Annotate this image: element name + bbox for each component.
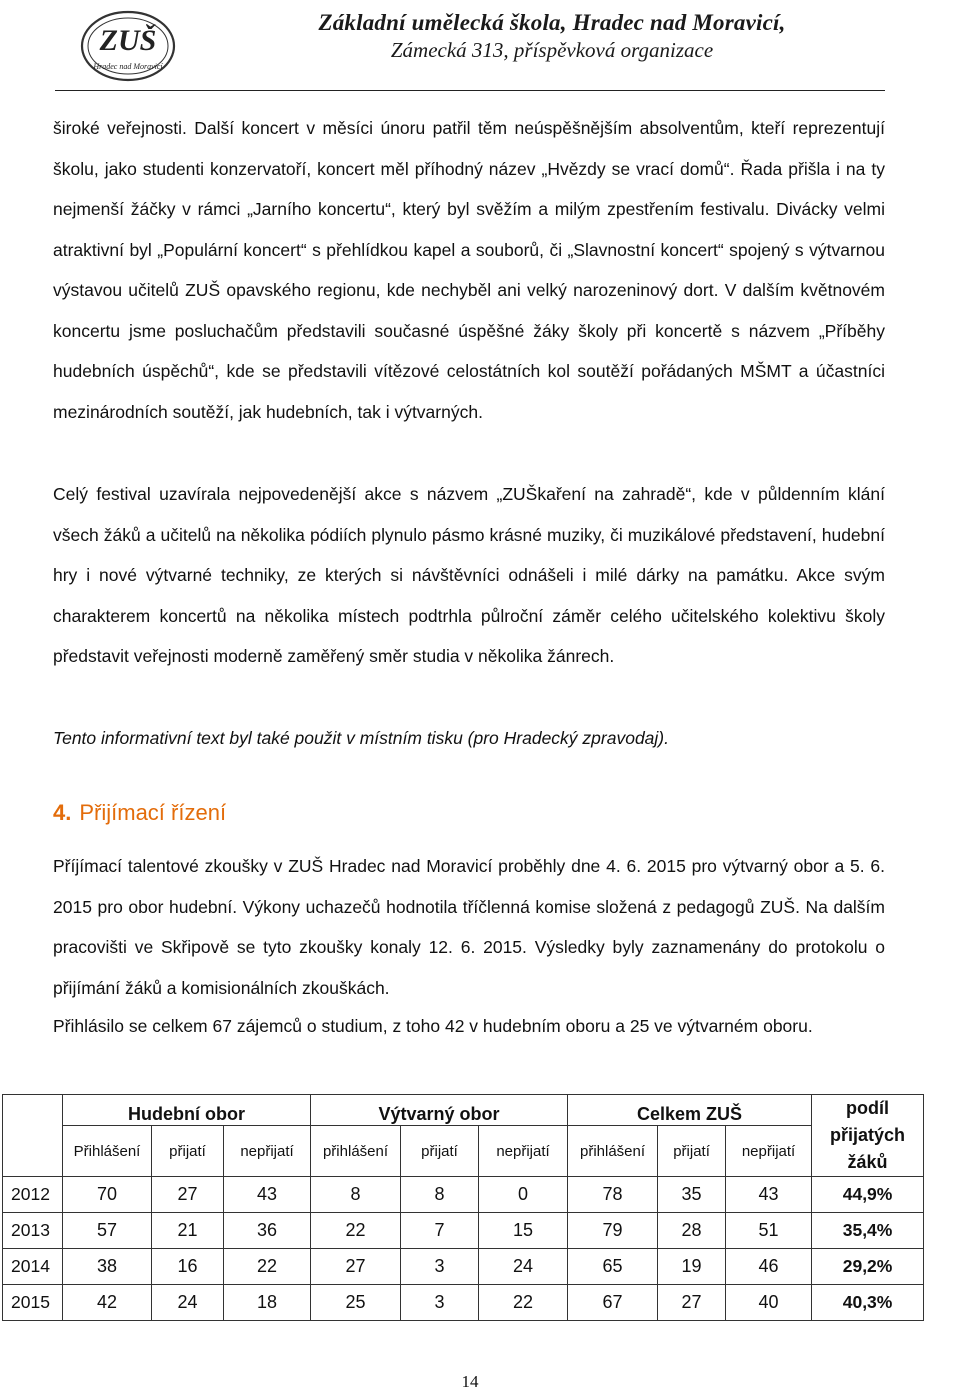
table-subheader-row bbox=[3, 1126, 924, 1177]
header-podil-prijatych: podíl přijatých žáků bbox=[812, 1095, 924, 1177]
value-cell: 15 bbox=[479, 1213, 568, 1249]
svg-text:ZUŠ: ZUŠ bbox=[99, 24, 157, 57]
value-cell: 57 bbox=[63, 1213, 152, 1249]
subheader-cell: přijatí bbox=[152, 1126, 224, 1177]
value-cell: 3 bbox=[401, 1285, 479, 1321]
svg-text:Hradec nad Moravicí: Hradec nad Moravicí bbox=[93, 62, 163, 71]
paragraph-applicants: Přihlásilo se celkem 67 zájemců o studium, z toho 42 v hudebním oboru a 25 ve výtvarném oboru. bbox=[53, 1016, 813, 1036]
value-cell: 24 bbox=[152, 1285, 224, 1321]
subheader-cell: nepřijatí bbox=[479, 1126, 568, 1177]
subheader-cell: nepřijatí bbox=[224, 1126, 311, 1177]
header-celkem-zus: Celkem ZUŠ bbox=[568, 1095, 812, 1126]
school-name: Základní umělecká škola, Hradec nad Moravicí, bbox=[318, 10, 786, 35]
value-cell: 43 bbox=[726, 1177, 812, 1213]
section-title: Přijímací řízení bbox=[79, 800, 227, 825]
value-cell: 40 bbox=[726, 1285, 812, 1321]
header-hudebni-obor: Hudební obor bbox=[63, 1095, 311, 1126]
value-cell: 67 bbox=[568, 1285, 658, 1321]
value-cell: 38 bbox=[63, 1249, 152, 1285]
table-row bbox=[3, 1177, 924, 1213]
section-number: 4. bbox=[53, 800, 72, 825]
value-cell: 78 bbox=[568, 1177, 658, 1213]
subheader-cell: přijatí bbox=[658, 1126, 726, 1177]
value-cell: 36 bbox=[224, 1213, 311, 1249]
value-cell: 46 bbox=[726, 1249, 812, 1285]
subheader-cell: Přihlášení bbox=[63, 1126, 152, 1177]
value-cell: 21 bbox=[152, 1213, 224, 1249]
value-cell: 19 bbox=[658, 1249, 726, 1285]
year-cell: 2015 bbox=[3, 1285, 63, 1321]
table-row bbox=[3, 1285, 924, 1321]
value-cell: 51 bbox=[726, 1213, 812, 1249]
year-cell: 2012 bbox=[3, 1177, 63, 1213]
podil-cell: 29,2% bbox=[812, 1249, 924, 1285]
paragraph-festival-finale: Celý festival uzavírala nejpovedenější akce s názvem „ZUŠkaření na zahradě“, kde v půldenním klání všech žáků a učitelů na několika pódiích plynulo pásmo krásné muziky, či muzikálové představení, hudební hry i nové výtvarné techniky, ze kterých si návštěvníci odnášeli i milé dárky na památku. Akce svým charakterem koncertů na několika místech podtrhla půlroční záměr celého učitelského kolektivu školy představit veřejnosti moderně zaměřený směr studia v několika žánrech. bbox=[53, 484, 885, 666]
admissions-table bbox=[2, 1094, 924, 1321]
podil-cell: 44,9% bbox=[812, 1177, 924, 1213]
value-cell: 35 bbox=[658, 1177, 726, 1213]
table-row bbox=[3, 1249, 924, 1285]
paragraph-festival-concerts: široké veřejnosti. Další koncert v měsíci únoru patřil těm neúspěšnějším absolventům, kteří reprezentují školu, jako studenti konzervatoří, koncert měl příhodný název „Hvězdy se vrací domů“. Řada přišla i na ty nejmenší žáčky v rámci „Jarního koncertu“, který byl svěžím a milým zpestřením festivalu. Divácky velmi atraktivní byl „Populární koncert“ s přehlídkou kapel a souborů, či „Slavnostní koncert“ spojený s výtvarnou výstavou učitelů ZUŠ opavského regionu, kde nechyběl ani velký narozeninový dort. V dalším květnovém koncertu jsme posluchačům představili současné úspěšné žáky školy při koncertě s názvem „Příběhy hudebních úspěchů“, kde se představili vítězové celostátních kol soutěží pořádaných MŠMT a účastníci mezinárodních soutěží, jak hudebních, tak i výtvarných. bbox=[53, 118, 885, 422]
section-heading bbox=[53, 800, 226, 826]
school-address: Zámecká 313, příspěvková organizace bbox=[390, 38, 714, 62]
value-cell: 16 bbox=[152, 1249, 224, 1285]
value-cell: 8 bbox=[401, 1177, 479, 1213]
value-cell: 79 bbox=[568, 1213, 658, 1249]
table-header-row bbox=[3, 1095, 924, 1126]
value-cell: 28 bbox=[658, 1213, 726, 1249]
value-cell: 8 bbox=[311, 1177, 401, 1213]
value-cell: 70 bbox=[63, 1177, 152, 1213]
value-cell: 24 bbox=[479, 1249, 568, 1285]
paragraph-admission-exams: Příjímací talentové zkoušky v ZUŠ Hradec nad Moravicí proběhly dne 4. 6. 2015 pro výtvarný obor a 5. 6. 2015 pro obor hudební. Výkony uchazečů hodnotila tříčlenná komise složená z pedagogů ZUŠ. Na dalším pracovišti ve Skřipově se tyto zkoušky konaly 12. 6. 2015. Výsledky byly zaznamenány do protokolu o přijímání žáků a komisionálních zkouškách. bbox=[53, 856, 885, 998]
value-cell: 42 bbox=[63, 1285, 152, 1321]
page-number: 14 bbox=[461, 1372, 479, 1391]
subheader-cell: přijatí bbox=[401, 1126, 479, 1177]
subheader-cell: nepřijatí bbox=[726, 1126, 812, 1177]
value-cell: 22 bbox=[224, 1249, 311, 1285]
podil-cell: 40,3% bbox=[812, 1285, 924, 1321]
value-cell: 65 bbox=[568, 1249, 658, 1285]
value-cell: 22 bbox=[479, 1285, 568, 1321]
paragraph-note: Tento informativní text byl také použit v místním tisku (pro Hradecký zpravodaj). bbox=[53, 728, 669, 748]
value-cell: 18 bbox=[224, 1285, 311, 1321]
header-divider bbox=[55, 90, 885, 91]
header-vytvarny-obor: Výtvarný obor bbox=[311, 1095, 568, 1126]
subheader-cell: přihlášení bbox=[311, 1126, 401, 1177]
school-logo bbox=[78, 6, 178, 86]
table-row bbox=[3, 1213, 924, 1249]
subheader-cell: přihlášení bbox=[568, 1126, 658, 1177]
letterhead bbox=[192, 10, 912, 63]
year-cell: 2013 bbox=[3, 1213, 63, 1249]
value-cell: 25 bbox=[311, 1285, 401, 1321]
value-cell: 27 bbox=[311, 1249, 401, 1285]
value-cell: 3 bbox=[401, 1249, 479, 1285]
value-cell: 27 bbox=[658, 1285, 726, 1321]
value-cell: 22 bbox=[311, 1213, 401, 1249]
table-corner-cell bbox=[3, 1095, 63, 1177]
value-cell: 43 bbox=[224, 1177, 311, 1213]
year-cell: 2014 bbox=[3, 1249, 63, 1285]
value-cell: 27 bbox=[152, 1177, 224, 1213]
podil-cell: 35,4% bbox=[812, 1213, 924, 1249]
value-cell: 7 bbox=[401, 1213, 479, 1249]
value-cell: 0 bbox=[479, 1177, 568, 1213]
